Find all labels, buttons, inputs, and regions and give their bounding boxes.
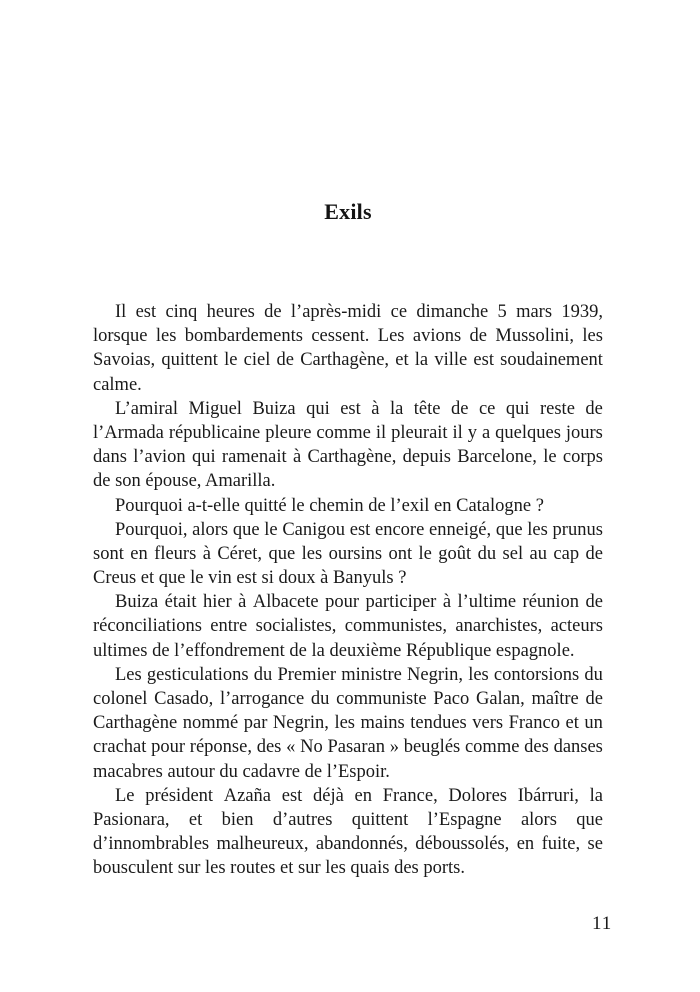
- page-number: 11: [592, 913, 613, 934]
- text-line: colonel Casado, l’arrogance du communiste Paco Galan, maître de: [93, 689, 603, 709]
- paragraph: [93, 590, 603, 663]
- text-line: Creus et que le vin est si doux à Banyuls ?: [93, 568, 407, 589]
- text-line: dans l’avion qui ramenait à Carthagène, depuis Barcelone, le corps: [93, 447, 603, 468]
- text-line: L’amiral Miguel Buiza qui est à la tête de ce qui reste de: [115, 398, 603, 419]
- text-line: bousculent sur les routes et sur les quais des ports.: [93, 858, 465, 879]
- text-line: ultimes de l’effondrement de la deuxième République espagnole.: [93, 640, 575, 661]
- text-line: d’innombrables malheureux, abandonnés, déboussolés, en fuite, se: [93, 834, 603, 855]
- text-line: Pasionara, et bien d’autres quittent l’Espagne alors que: [93, 809, 603, 830]
- text-line: l’Armada républicaine pleure comme il pleurait il y a quelques jours: [93, 422, 603, 443]
- text-line: Savoias, quittent le ciel de Carthagène, et la ville est soudainement: [93, 350, 603, 371]
- text-line: Carthagène nommé par Negrin, les mains tendues vers Franco et un: [93, 713, 603, 734]
- paragraph: [93, 300, 603, 397]
- text-line: Le président Azaña est déjà en France, Dolores Ibárruri, la: [115, 785, 603, 806]
- text-line: Pourquoi a-t-elle quitté le chemin de l’exil en Catalogne ?: [115, 495, 544, 516]
- text-line: calme.: [93, 374, 142, 395]
- text-line: macabres autour du cadavre de l’Espoir.: [93, 761, 390, 782]
- paragraph: [93, 784, 603, 881]
- chapter-title: Exils: [324, 199, 372, 224]
- text-line: Pourquoi, alors que le Canigou est encore enneigé, que les prunus: [115, 519, 603, 540]
- body-text: [93, 300, 603, 881]
- text-line: crachat pour réponse, des « No Pasaran » beuglés comme des danses: [93, 737, 603, 758]
- text-line: Il est cinq heures de l’après-midi ce dimanche 5 mars 1939,: [115, 302, 603, 322]
- text-line: de son épouse, Amarilla.: [93, 471, 276, 492]
- paragraph: [93, 397, 603, 494]
- text-line: sont en fleurs à Céret, que les oursins ont le goût du sel au cap de: [93, 543, 603, 564]
- paragraph: [93, 494, 603, 518]
- text-line: Les gesticulations du Premier ministre Negrin, les contorsions du: [115, 664, 603, 685]
- text-line: lorsque les bombardements cessent. Les avions de Mussolini, les: [93, 326, 603, 347]
- text-line: Buiza était hier à Albacete pour participer à l’ultime réunion de: [115, 592, 603, 613]
- paragraph: [93, 663, 603, 784]
- text-line: réconciliations entre socialistes, communistes, anarchistes, acteurs: [93, 616, 603, 637]
- paragraph: [93, 518, 603, 591]
